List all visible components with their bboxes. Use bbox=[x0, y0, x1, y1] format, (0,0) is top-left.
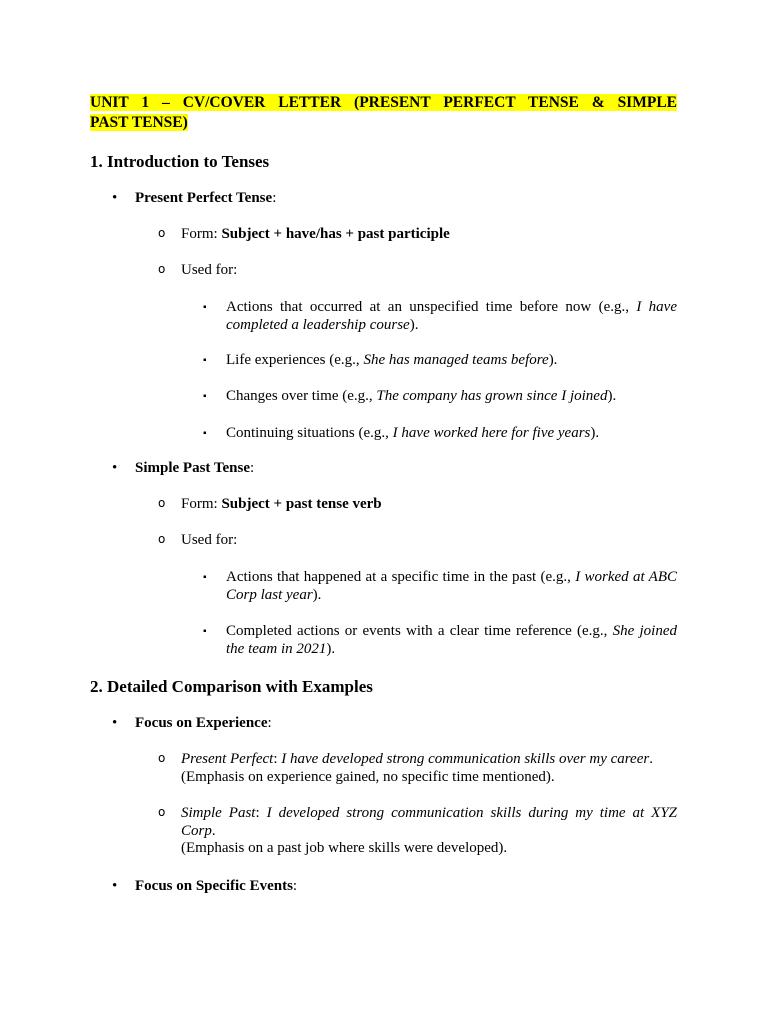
use-text: Actions that occurred at an unspecified time before now (e.g., bbox=[226, 299, 637, 315]
separator: : bbox=[273, 751, 282, 767]
sub-bullet-marker: o bbox=[158, 805, 166, 819]
use-text: Completed actions or events with a clear time reference (e.g., bbox=[226, 623, 613, 639]
use-example: I have worked here for five years bbox=[392, 425, 591, 441]
used-for-label: Used for: bbox=[181, 262, 238, 278]
use-end: ). bbox=[548, 352, 558, 368]
sub-bullet-marker: o bbox=[158, 751, 166, 765]
section-2-heading: 2. Detailed Comparison with Examples bbox=[90, 677, 373, 696]
tense-label: Simple Past bbox=[181, 805, 256, 821]
use-end: ). bbox=[312, 586, 322, 603]
use-example: I worked at ABC Corp last year bbox=[226, 569, 677, 603]
square-bullet-marker: ▪ bbox=[203, 355, 207, 366]
colon: : bbox=[250, 460, 255, 476]
use-end: ). bbox=[326, 640, 336, 657]
bullet-marker: • bbox=[112, 460, 118, 476]
sentence-end: . bbox=[649, 751, 653, 767]
square-bullet-marker: ▪ bbox=[203, 391, 207, 402]
use-example: She joined the team in 2021 bbox=[226, 623, 677, 657]
present-perfect-label: Present Perfect Tense bbox=[135, 190, 273, 206]
section-1-heading: 1. Introduction to Tenses bbox=[90, 152, 270, 171]
use-example: I have completed a leadership course bbox=[226, 299, 677, 333]
square-bullet-marker: ▪ bbox=[203, 572, 207, 583]
title-line-2: PAST TENSE) bbox=[90, 114, 188, 131]
use-text: Continuing situations (e.g., bbox=[226, 425, 393, 441]
example-sentence: I have developed strong communication skills over my career bbox=[281, 751, 650, 767]
emphasis-note: (Emphasis on a past job where skills were developed). bbox=[181, 840, 508, 856]
simple-past-form-text: Subject + past tense verb bbox=[221, 496, 382, 512]
square-bullet-marker: ▪ bbox=[203, 302, 207, 313]
use-end: ). bbox=[607, 388, 617, 404]
sub-bullet-marker: o bbox=[158, 532, 166, 546]
focus-events-label: Focus on Specific Events bbox=[135, 878, 293, 894]
square-bullet-marker: ▪ bbox=[203, 626, 207, 637]
bullet-marker: • bbox=[112, 878, 118, 894]
title-line-1: UNIT 1 – CV/COVER LETTER (PRESENT PERFECT TENSE & SIMPLE bbox=[90, 94, 677, 111]
use-example: She has managed teams before bbox=[363, 352, 549, 368]
sub-bullet-marker: o bbox=[158, 262, 166, 276]
form-prefix: Form: bbox=[181, 226, 222, 242]
form-prefix: Form: bbox=[181, 496, 222, 512]
simple-past-label: Simple Past Tense bbox=[135, 460, 251, 476]
sub-bullet-marker: o bbox=[158, 496, 166, 510]
present-perfect-form-text: Subject + have/has + past participle bbox=[221, 226, 450, 242]
example-sentence: I developed strong communication skills during my time at XYZ Corp bbox=[181, 805, 678, 839]
emphasis-note: (Emphasis on experience gained, no specific time mentioned). bbox=[181, 768, 555, 785]
used-for-label: Used for: bbox=[181, 532, 238, 548]
colon: : bbox=[267, 715, 272, 731]
colon: : bbox=[292, 878, 298, 894]
use-text: Life experiences (e.g., bbox=[226, 352, 364, 368]
separator: : bbox=[255, 805, 267, 821]
focus-experience-label: Focus on Experience bbox=[135, 715, 268, 731]
square-bullet-marker: ▪ bbox=[203, 428, 207, 439]
sub-bullet-marker: o bbox=[158, 226, 166, 240]
bullet-marker: • bbox=[112, 715, 118, 731]
unit-title bbox=[90, 93, 677, 133]
use-end: ). bbox=[590, 425, 600, 441]
colon: : bbox=[272, 190, 277, 206]
use-example: The company has grown since I joined bbox=[376, 388, 608, 404]
tense-label: Present Perfect bbox=[181, 751, 274, 767]
bullet-marker: • bbox=[112, 190, 118, 206]
use-text: Changes over time (e.g., bbox=[226, 388, 377, 404]
use-text: Actions that happened at a specific time in the past (e.g., bbox=[226, 569, 576, 585]
sentence-end: . bbox=[211, 822, 216, 839]
use-end: ). bbox=[409, 316, 419, 333]
